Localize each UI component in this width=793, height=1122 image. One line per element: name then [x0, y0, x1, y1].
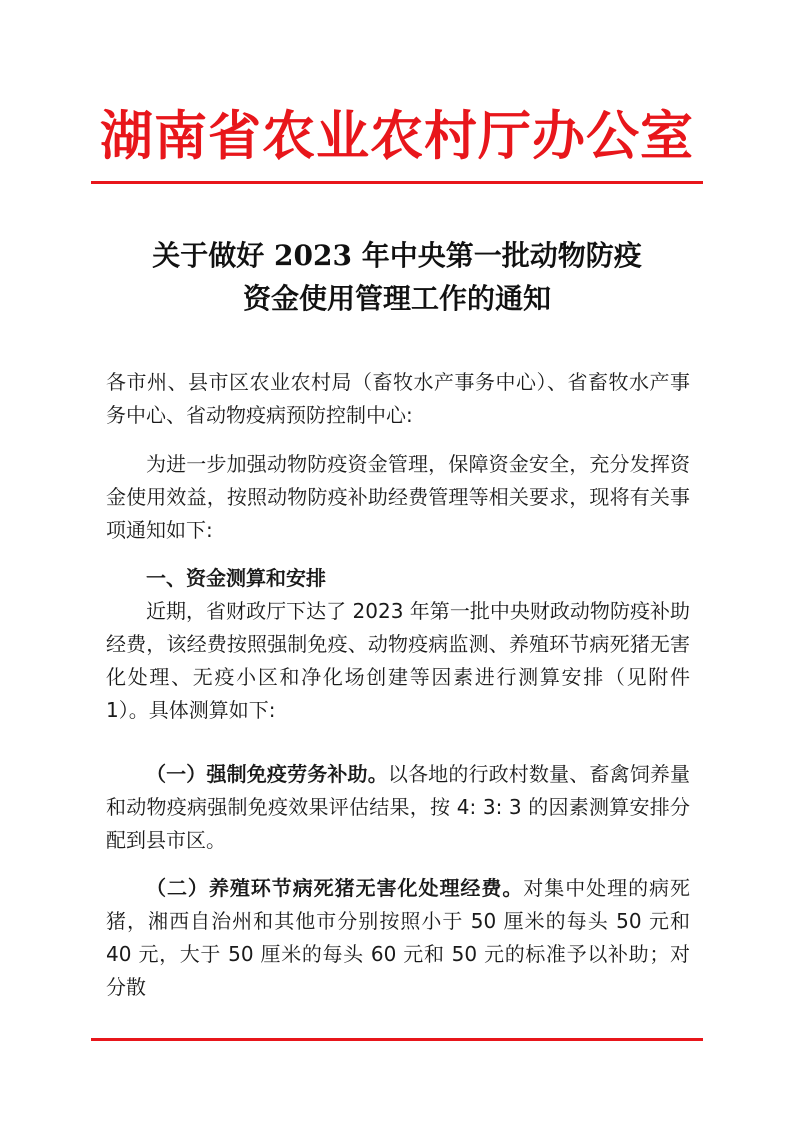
section-1-paragraph: 近期，省财政厅下达了 2023 年第一批中央财政动物防疫补助经费，该经费按照强制免疫、动物疫病监测、养殖环节病死猪无害化处理、无疫小区和净化场创建等因素进行测算安排（见附件 1）。具体测算如下: — [106, 599, 690, 722]
addressee-paragraph: 各市州、县市区农业农村局（畜牧水产事务中心）、省畜牧水产事务中心、省动物疫病预防控制中心: — [106, 370, 690, 427]
letterhead-org-name: 湖南省农业农村厅办公室 — [100, 105, 694, 167]
letterhead-red-rule — [91, 181, 703, 184]
document-title-line-1: 关于做好 2023 年中央第一批动物防疫 — [152, 239, 642, 272]
intro-paragraph: 为进一步加强动物防疫资金管理，保障资金安全，充分发挥资金使用效益，按照动物防疫补助经费管理等相关要求，现将有关事项通知如下: — [106, 452, 690, 542]
item-1-paragraph — [106, 758, 690, 857]
item-2-heading: （二）养殖环节病死猪无害化处理经费。 — [146, 876, 524, 900]
item-2-text: 对集中处理的病死猪，湘西自治州和其他市分别按照小于 50 厘米的每头 50 元和 40 元，大于 50 厘米的每头 60 元和 50 元的标准予以补助；对分散 — [106, 876, 691, 999]
item-1-heading: （一）强制免疫劳务补助。 — [146, 762, 388, 786]
document-title-line-2: 资金使用管理工作的通知 — [242, 282, 551, 315]
item-2-paragraph — [106, 872, 690, 1004]
section-1-heading: 一、资金测算和安排 — [146, 566, 326, 590]
footer-red-rule — [91, 1038, 703, 1041]
item-1-text: 以各地的行政村数量、畜禽饲养量和动物疫病强制免疫效果评估结果，按 4: 3: 3 的因素测算安排分配到县市区。 — [106, 762, 691, 852]
